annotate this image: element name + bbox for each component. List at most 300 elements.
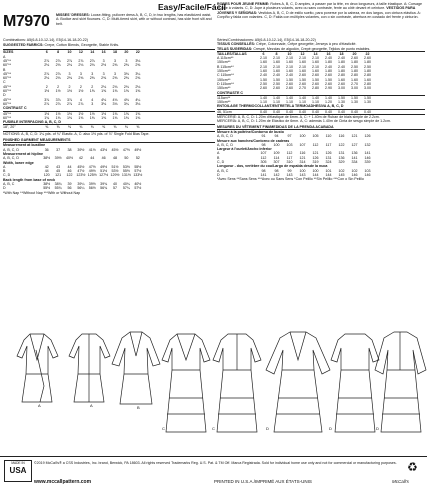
table-cell: 1.40 [260,95,267,100]
table-cell: 1.10 [299,100,306,105]
table-cell: ⅜ [79,125,83,130]
table-cell: 0.40 [351,109,358,114]
table-cell: 1.50 [325,77,332,82]
view-letter: C [162,426,165,431]
view-a-back-drawing [69,334,110,402]
row-label: B [3,67,6,72]
row-label: B [3,169,6,174]
table-cell: 3 [79,71,82,76]
table-cell: ⅜ [90,125,94,130]
table-cell: 1.40 [312,95,319,100]
table-cell: 37 [56,147,61,152]
table-cell: 40½ [65,156,73,161]
table-cell: ⅜ [45,125,49,130]
table-cell: 2⅞ [55,58,61,63]
table-cell: 143 [286,172,293,177]
row-label: C 115cm** [217,73,234,78]
row-label: 150cm** [217,100,231,105]
table-cell: 329 [338,160,345,165]
table-cell: 1.80 [351,60,358,65]
table-cell: 53½ [111,169,119,174]
row-label: 45"** [3,71,12,76]
notions: NOTIONS: A, B, C, D: 1¼ yds. of ¾" Elastic. A, C: also 1½ yds. of ⅞" Single Fold Bias Tape. [3,131,215,136]
table-cell: 3 [91,71,94,76]
table-cell: 1.60 [351,77,358,82]
table-cell: 2⅛ [44,76,50,81]
row-label: B [217,155,220,160]
table-cell: 2.40 [286,73,293,78]
table-cell: 57½ [134,169,142,174]
table-cell: 116 [338,134,345,139]
table-cell: 2⅛ [101,84,107,89]
table-cell: 44 [90,156,95,161]
table-cell: 4¼ [135,97,141,102]
table-cell: 56¾ [100,186,108,191]
table-cell: 3⅛ [101,101,107,106]
table-cell: 39½ [77,147,85,152]
table-cell: 2.40 [325,64,332,69]
view-a-front-drawing [17,334,58,402]
fusible-label: FUSIBLE INTERFACING A, B, C, D [3,120,215,125]
table-cell: 3¼ [135,71,141,76]
table-cell: 1⅜ [55,115,61,120]
table-cell: 107 [299,142,306,147]
table-cell: 102 [351,168,358,173]
table-cell: 2⅜ [135,63,141,68]
table-cell: 2 [79,84,82,89]
table-cell: 47½ [77,169,85,174]
size-cell: 16 [101,50,106,55]
table-cell: 2.10 [260,64,267,69]
table-cell: 2.10 [286,64,293,69]
size-cell: 10 [287,51,292,56]
row-label: 60"** [3,63,12,68]
back-length-label: Back length from base of neck [3,177,56,182]
mesures-label: MESURES DU VÊTEMENT FINI/MEDIDAS DE LA PRENDA ACABADA [217,125,425,130]
table-cell: 1.80 [338,69,345,74]
size-cell: 8 [57,50,60,55]
size-cell: 20 [124,50,129,55]
telas: Crespé, Mezclas de algodón, Crepé georgette, Tejidos de punto estables. [253,46,371,51]
row-label: A, B, C [3,182,15,186]
row-label: 60"** [3,89,12,94]
table-cell: 1⅜ [101,115,107,120]
yardage-table [3,55,215,107]
metrage-table [217,56,425,90]
table-cell: 2⅛ [44,63,50,68]
size-cell: 20 [352,51,357,56]
table-cell: 1⅝ [89,89,95,94]
table-cell: 57½ [134,186,142,191]
table-cell: 2.60 [364,56,371,61]
table-cell: 55½ [43,186,51,191]
size-cell: 16 [326,51,331,56]
table-cell: 1.50 [364,95,371,100]
table-cell: 3⅛ [135,101,141,106]
table-cell: 1⅝ [135,89,141,94]
size-cell: 6 [45,50,48,55]
table-cell: 2⅜ [89,76,95,81]
table-cell: 2.90 [325,86,332,91]
description-es-text: Vestidos A, B, C, D de estilo suelto, para ponerse por la cabeza, en dos largos, con cintura elástica. A: Corpiño y falda con volantes. C, D: Falda con múltiples volantes, con o sin contraste, abertura en costado del frente y cinturón. [217,10,421,19]
size-cell: 6 [262,51,265,56]
table-cell: 2⅜ [135,76,141,81]
table-cell: 4⅛ [123,97,129,102]
brand-logo: McCall's [392,479,409,484]
entoilage-label: ENTOILAGE THERMOCOLLANT/ENTRETELA TERMOADHESIVA A, B, C, D [217,104,425,109]
table-cell: 2⅞ [44,101,50,106]
size-cell: 22 [365,51,370,56]
table-cell: 112 [286,151,293,156]
table-cell: 2 [45,84,48,89]
table-cell: 1.60 [312,69,319,74]
table-cell: 2.50 [351,64,358,69]
table-cell: 45 [56,169,61,174]
table-cell: 3 [102,71,105,76]
table-cell: 127½ [99,173,109,178]
table-cell: 1.10 [286,100,293,105]
table-cell: 47½ [122,147,130,152]
row-label: 45"** [3,58,12,63]
table-cell: 131½ [121,173,131,178]
table-cell: 1⅜ [78,115,84,120]
contrast-label: CONTRAST C [3,106,215,111]
table-cell: 1½ [78,89,84,94]
row-label: 45"** [3,97,12,102]
row-label: A, B, C, D [217,134,233,139]
table-cell: 2.50 [364,64,371,69]
table-cell: 49½ [88,169,96,174]
table-cell: 1½ [44,89,50,94]
table-cell: ⅜ [113,125,117,130]
row-label: A, B, C, D [3,147,19,152]
table-cell: 0.40 [338,109,345,114]
table-cell: 3.00 [338,86,345,91]
row-label: A [3,164,6,169]
table-cell: 2⅜ [66,76,72,81]
longueur-label: Longueur - dos, vertèbre du cou/Largo de espalda desde la nuca [217,164,328,169]
table-cell: 103 [364,168,371,173]
table-cell: 91 [261,134,266,139]
table-cell: 121 [312,151,319,156]
table-cell: 3⅞ [66,97,72,102]
size-cell: 22 [135,50,140,55]
row-label: 150cm** [217,69,231,74]
row-label: A, B, C, D [217,142,233,147]
table-cell: 2 [57,84,60,89]
table-cell: 1.60 [260,69,267,74]
table-cell: 1.50 [312,77,319,82]
table-cell: 1½ [66,89,72,94]
table-cell: 2.60 [351,56,358,61]
table-cell: 2.80 [338,73,345,78]
table-cell: 44 [44,169,49,174]
view-c-front-drawing [162,334,210,432]
contrast-table [3,112,215,121]
table-cell: 100 [273,142,280,147]
table-cell: 141 [351,155,358,160]
tailles-label: TAILLES/TALLAS [217,51,247,56]
table-cell: 121 [55,173,62,178]
table-cell: 49½ [134,147,142,152]
size-cell: 18 [113,50,118,55]
table-cell: 2.10 [312,64,319,69]
table-cell: 2⅜ [123,63,129,68]
table-cell: 117 [286,155,293,160]
recycle-icon: ♻ [407,460,418,474]
table-cell: 39½ [88,182,96,186]
row-label: 115cm** [217,95,231,100]
table-cell: 1½ [89,111,95,116]
footer [0,456,427,489]
table-cell: 55¾ [54,186,62,191]
table-cell: 1⅝ [123,89,129,94]
table-cell: 0.40 [325,109,332,114]
table-cell: 122 [66,173,73,178]
table-cell: 2⅛ [112,84,118,89]
table-cell: 1.10 [273,100,280,105]
table-cell: 2 [91,84,94,89]
table-cell: 2⅛ [135,84,141,89]
table-cell: 0.40 [312,109,319,114]
table-cell: 143 [299,172,306,177]
table-cell: 100 [312,168,319,173]
row-label: A [3,54,6,59]
fusible-table [3,125,215,129]
largeur-label: Largeur à l'ourlet/Ancho inferior [217,147,272,152]
table-cell: 0.40 [273,109,280,114]
table-cell: 117 [325,142,332,147]
table-cell: 97 [287,134,292,139]
table-cell: 36 [44,147,49,152]
table-cell: 2⅞ [89,58,95,63]
table-cell: 53½ [122,164,130,169]
table-cell: 2.60 [338,81,345,86]
size-cell: 14 [90,50,95,55]
table-cell: ⅜ [56,125,60,130]
table-cell: 2.10 [286,56,293,61]
table-cell: 2.80 [351,73,358,78]
table-cell: 51½ [111,164,119,169]
table-cell: 100 [299,134,306,139]
table-cell: 133½ [133,173,143,178]
table-cell: ⅜ [124,125,128,130]
table-cell: 2.60 [312,73,319,78]
table-cell: 2.70 [351,81,358,86]
table-cell: 144 [325,172,332,177]
table-cell: 1¾ [44,115,50,120]
table-cell: 1⅝ [101,89,107,94]
table-cell: 2⅛ [55,76,61,81]
table-cell: 105 [312,134,319,139]
row-label: 150cm** [217,86,231,91]
table-cell: 2.10 [273,56,280,61]
row-label: A 115cm** [217,56,234,61]
view-d-front-drawing [266,332,330,432]
table-cell: 3 [125,58,128,63]
table-cell: 38¾ [54,182,62,186]
table-cell: 1.60 [338,77,345,82]
row-label: 18", 20" [3,125,16,130]
tissus-label: TISSUS CONSEILLÉS: [217,42,256,47]
right-column [217,38,425,182]
table-cell: 49½ [100,164,108,169]
table-cell: 2.60 [299,73,306,78]
bust-label: Measurement at bustline [3,143,46,148]
back-length-table [3,182,215,191]
table-cell: 1.80 [338,60,345,65]
table-cell: 51½ [100,169,108,174]
combinations-en: Combinations: A5(6-8-10-12-14), E5(14-16-18-20-22) [3,38,88,42]
description-es-title: VESTIDOS PARA JÓVENES Y SEÑORAS: [217,6,416,15]
contraste-table [217,96,425,105]
table-cell: 324 [325,160,332,165]
table-cell: 2.50 [260,81,267,86]
table-row [3,125,215,129]
description-en-text: Loose-fitting, pullover dress A, B, C, D, in two lengths, has elasticized waist. A: Bodice and skirt flounces. C, D: Multi-tiered skirt, with or without contrast, has side front slit and belt. [56,13,212,26]
table-cell: 2.10 [299,64,306,69]
table-cell: 141 [260,172,267,177]
table-cell: 122 [338,142,345,147]
table-cell: 2⅞ [78,101,84,106]
view-letter: D [266,426,269,431]
footnote-en: *With Nap **Without Nap ***With or Without Nap [3,190,81,195]
table-cell: 40 [113,182,118,186]
row-label: 150cm** [217,60,231,65]
row-label: C, D [3,173,11,178]
table-cell: 114 [273,155,280,160]
table-cell: 129½ [110,173,120,178]
size-cell: 12 [78,50,83,55]
table-cell: 107 [260,151,267,156]
table-cell: 3 [91,101,94,106]
table-cell: 126 [312,155,319,160]
table-cell: 2⅜ [112,63,118,68]
table-cell: 121 [299,155,306,160]
table-cell: 100 [299,168,306,173]
table-cell: 142 [273,172,280,177]
table-cell: 1⅜ [135,115,141,120]
table-cell: 2⅛ [123,84,129,89]
table-cell: 57 [113,186,118,191]
table-cell: 52 [135,156,140,161]
description-en-title: MISSES' DRESSES: [56,13,90,17]
longueur-table [217,169,425,178]
table-cell: 2½ [101,63,107,68]
size-cell: 12 [300,51,305,56]
table-cell: 3 [68,71,71,76]
size-cell: 14 [313,51,318,56]
table-cell: 1⅝ [112,111,118,116]
table-cell: 94 [274,134,279,139]
table-cell: 4 [91,97,94,102]
table-cell: 112 [312,142,319,147]
table-cell: 141 [364,151,371,156]
table-cell: 0.40 [260,109,267,114]
table-cell: 101 [325,168,332,173]
table-cell: 1⅜ [112,115,118,120]
table-cell: 136 [338,155,345,160]
view-letter: C [212,426,215,431]
table-cell: 1.50 [351,95,358,100]
table-cell: 120 [43,173,50,178]
table-cell: 2.60 [286,86,293,91]
table-cell: 56 [67,186,72,191]
width-table [3,165,215,178]
table-cell: 42 [78,156,83,161]
table-cell: 131 [338,151,345,156]
table-cell: 1⅜ [89,115,95,120]
table-cell: 2.80 [364,81,371,86]
table-cell: 1½ [78,111,84,116]
table-cell: 110 [325,134,332,139]
table-cell: 55½ [122,169,130,174]
row-label: D [3,93,6,98]
table-cell: 1½ [55,111,61,116]
table-cell: 2.60 [299,81,306,86]
table-cell: 1.30 [351,100,358,105]
printed-in: PRINTED IN U.S.A./IMPRIMÉ AUX ÉTATS-UNIS [214,479,312,484]
contraste-label: CONTRASTE C [217,91,425,96]
view-d-back-drawing [375,332,426,432]
table-cell: 1.40 [325,95,332,100]
table-cell: 98 [261,142,266,147]
table-cell: 1⅝ [112,89,118,94]
made-in-text: MADE IN [11,461,25,465]
table-cell: 1.60 [273,69,280,74]
finished-label: FINISHED GARMENT MEASUREMENTS [3,138,215,143]
table-cell: 42 [44,164,49,169]
table-cell: 116 [299,151,306,156]
table-cell: 43½ [100,147,108,152]
table-cell: 1.40 [286,95,293,100]
table-cell: 1⅝ [135,111,141,116]
website: www.mccallpattern.com [34,479,92,485]
table-cell: 1.20 [325,100,332,105]
pattern-number: M7970 [3,13,50,30]
table-cell: 131 [325,155,332,160]
table-cell: 2 [68,84,71,89]
table-cell: 2.60 [325,81,332,86]
table-cell: 127 [351,142,358,147]
view-letter: D [329,426,332,431]
view-letter: B [137,405,140,410]
table-cell: 136 [351,151,358,156]
tissus: Crêpe, Cotonnade, Crêpe georgette; Jerseys à peu d'élasticité. [256,42,357,47]
table-cell: 4 [79,97,82,102]
table-cell: 2⅛ [78,63,84,68]
table-cell: 1.10 [312,100,319,105]
table-cell: 1⅜ [66,115,72,120]
table-cell: 4⅛ [112,97,118,102]
table-cell: 1½ [101,111,107,116]
left-column [3,38,215,195]
sizes-label: SIZES [3,50,14,55]
table-cell: 48 [113,156,118,161]
table-cell: 1.60 [273,60,280,65]
size-cell: 10 [67,50,72,55]
table-cell: 1.60 [286,69,293,74]
view-c-back-drawing [213,334,261,432]
table-cell: 2.70 [299,86,306,91]
view-letter: A [38,403,41,408]
table-cell: 45½ [111,147,119,152]
combinations-fr-es: Séries/Combinaciones: A5(6-8-10-12-14), E5(14-16-18-20-22) [217,38,316,42]
table-cell: 1.50 [338,95,345,100]
table-cell: 1.50 [286,77,293,82]
table-cell: 98 [261,168,266,173]
table-cell: 3¼ [123,101,129,106]
